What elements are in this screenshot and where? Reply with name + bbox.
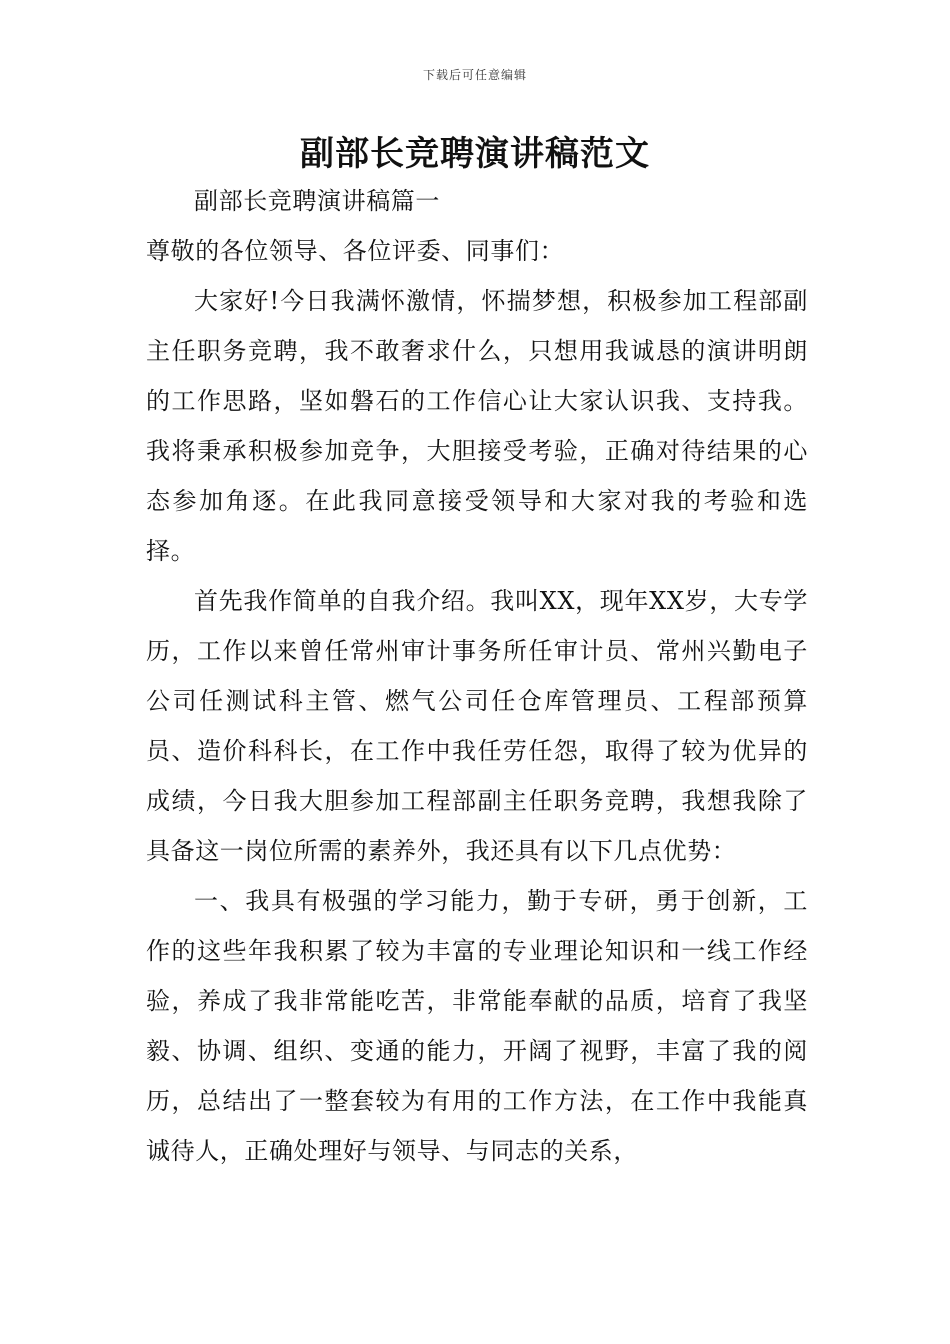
- paragraph-self-introduction: 首先我作简单的自我介绍。我叫XX，现年XX岁，大专学历，工作以来曾任常州审计事务所任审计员、常州兴勤电子公司任测试科主管、燃气公司任仓库管理员、工程部预算员、造价科科长，在工作中我任劳任怨，取得了较为优异的成绩，今日我大胆参加工程部副主任职务竞聘，我想我除了具备这一岗位所需的素养外，我还具有以下几点优势：: [146, 587, 808, 865]
- section-subtitle: 副部长竞聘演讲稿篇一: [194, 187, 440, 215]
- document-body: [146, 176, 808, 1176]
- paragraph-greeting: 大家好!今日我满怀激情，怀揣梦想，积极参加工程部副主任职务竞聘，我不敢奢求什么，只想用我诚恳的演讲明朗的工作思路，坚如磐石的工作信心让大家认识我、支持我。我将秉承积极参加竞争，大胆接受考验，正确对待结果的心态参加角逐。在此我同意接受领导和大家对我的考验和选择。: [146, 287, 808, 565]
- paragraph-advantage-one: 一、我具有极强的学习能力，勤于专研，勇于创新，工作的这些年我积累了较为丰富的专业理论知识和一线工作经验，养成了我非常能吃苦，非常能奉献的品质，培育了我坚毅、协调、组织、变通的能力，开阔了视野，丰富了我的阅历，总结出了一整套较为有用的工作方法，在工作中我能真诚待人，正确处理好与领导、与同志的关系，: [146, 887, 808, 1165]
- document-title: 副部长竞聘演讲稿范文: [300, 134, 650, 174]
- salutation: 尊敬的各位领导、各位评委、同事们：: [146, 237, 565, 265]
- header-note: 下载后可任意编辑: [422, 68, 527, 82]
